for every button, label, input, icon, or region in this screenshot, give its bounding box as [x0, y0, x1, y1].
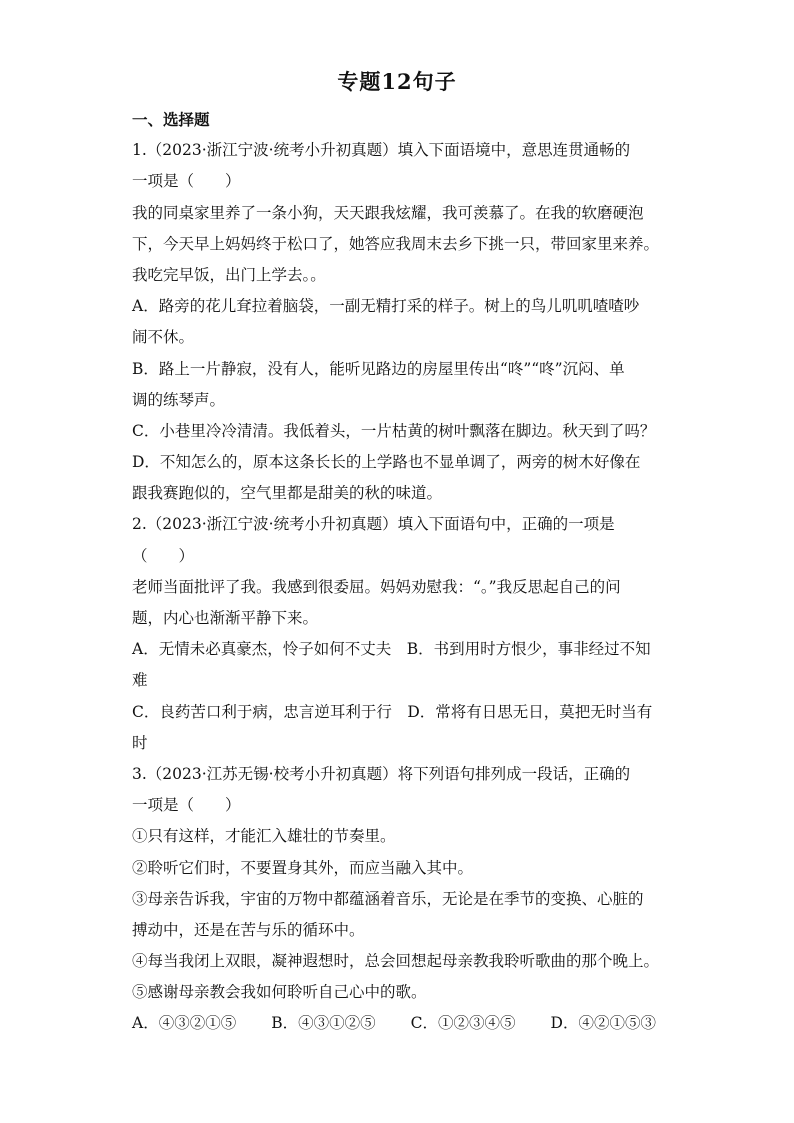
- text-line: 2.（2023·浙江宁波·统考小升初真题）填入下面语句中，正确的一项是: [132, 515, 615, 534]
- text-line: ①只有这样，才能汇入雄壮的节奏里。: [132, 827, 396, 846]
- text-line: ④每当我闭上双眼，凝神遐想时，总会回想起母亲教我聆听歌曲的那个晚上。: [132, 952, 660, 971]
- answer-options-row: [132, 1008, 656, 1039]
- text-line: ③母亲告诉我，宇宙的万物中都蕴涵着音乐，无论是在季节的变换、心脏的: [132, 889, 644, 908]
- text-line: 时: [132, 733, 148, 752]
- option-b: B．④③①②⑤: [271, 1014, 376, 1033]
- text-line: 调的练琴声。: [132, 390, 226, 409]
- text-line: 老师当面批评了我。我感到很委屈。妈妈劝慰我：“。”我反思起自己的问: [132, 577, 621, 596]
- option-a: A．④③②①⑤: [132, 1014, 237, 1033]
- text-line: 下，今天早上妈妈终于松口了，她答应我周末去乡下挑一只，带回家里来养。: [132, 234, 660, 253]
- text-line: 题，内心也渐渐平静下来。: [132, 609, 319, 627]
- text-line: C．小巷里冷冷清清。我低着头，一片枯黄的树叶飘落在脚边。秋天到了吗？: [132, 421, 656, 440]
- option-d: D．④②①⑤③: [550, 1014, 656, 1033]
- text-line: 我吃完早饭，出门上学去。。: [132, 265, 326, 284]
- text-line: A．路旁的花儿耷拉着脑袋，一副无精打采的样子。树上的鸟儿叽叽喳喳吵: [132, 297, 640, 316]
- text-line: D．不知怎么的，原本这条长长的上学路也不显单调了，两旁的树木好像在: [132, 453, 641, 472]
- text-line: 我的同桌家里养了一条小狗，天天跟我炫耀，我可羡慕了。在我的软磨硬泡: [132, 203, 644, 222]
- text-line: B．路上一片静寂，没有人，能听见路边的房屋里传出“咚”“咚”沉闷、单: [132, 359, 625, 378]
- text-line: C．良药苦口利于病，忠言逆耳利于行 D．常将有日思无日，莫把无时当有: [132, 702, 653, 721]
- text-line: 搏动中，还是在苦与乐的循环中。: [132, 920, 365, 939]
- section-heading: 一、选择题: [132, 110, 210, 129]
- text-line: 一项是（ ）: [132, 796, 241, 815]
- page-title: 专题12句子: [337, 69, 457, 94]
- text-line: 3.（2023·江苏无锡·校考小升初真题）将下列语句排列成一段话，正确的: [132, 764, 631, 783]
- text-line: 1.（2023·浙江宁波·统考小升初真题）填入下面语境中，意思连贯通畅的: [132, 141, 631, 160]
- document-body: [132, 104, 664, 1040]
- text-line: 闹不休。: [132, 328, 195, 347]
- text-line: ⑤感谢母亲教会我如何聆听自己心中的歌。: [132, 983, 427, 1002]
- text-line: 一项是（ ）: [132, 172, 241, 191]
- text-line: （ ）: [132, 546, 195, 565]
- text-line: 跟我赛跑似的，空气里都是甜美的秋的味道。: [132, 484, 443, 503]
- text-line: ②聆听它们时，不要置身其外，而应当融入其中。: [132, 858, 474, 877]
- option-c: C．①②③④⑤: [410, 1014, 516, 1033]
- text-line: A．无情未必真豪杰，怜子如何不丈夫 B．书到用时方恨少，事非经过不知: [132, 640, 651, 659]
- text-line: 难: [132, 671, 148, 690]
- question-text: [132, 135, 664, 1008]
